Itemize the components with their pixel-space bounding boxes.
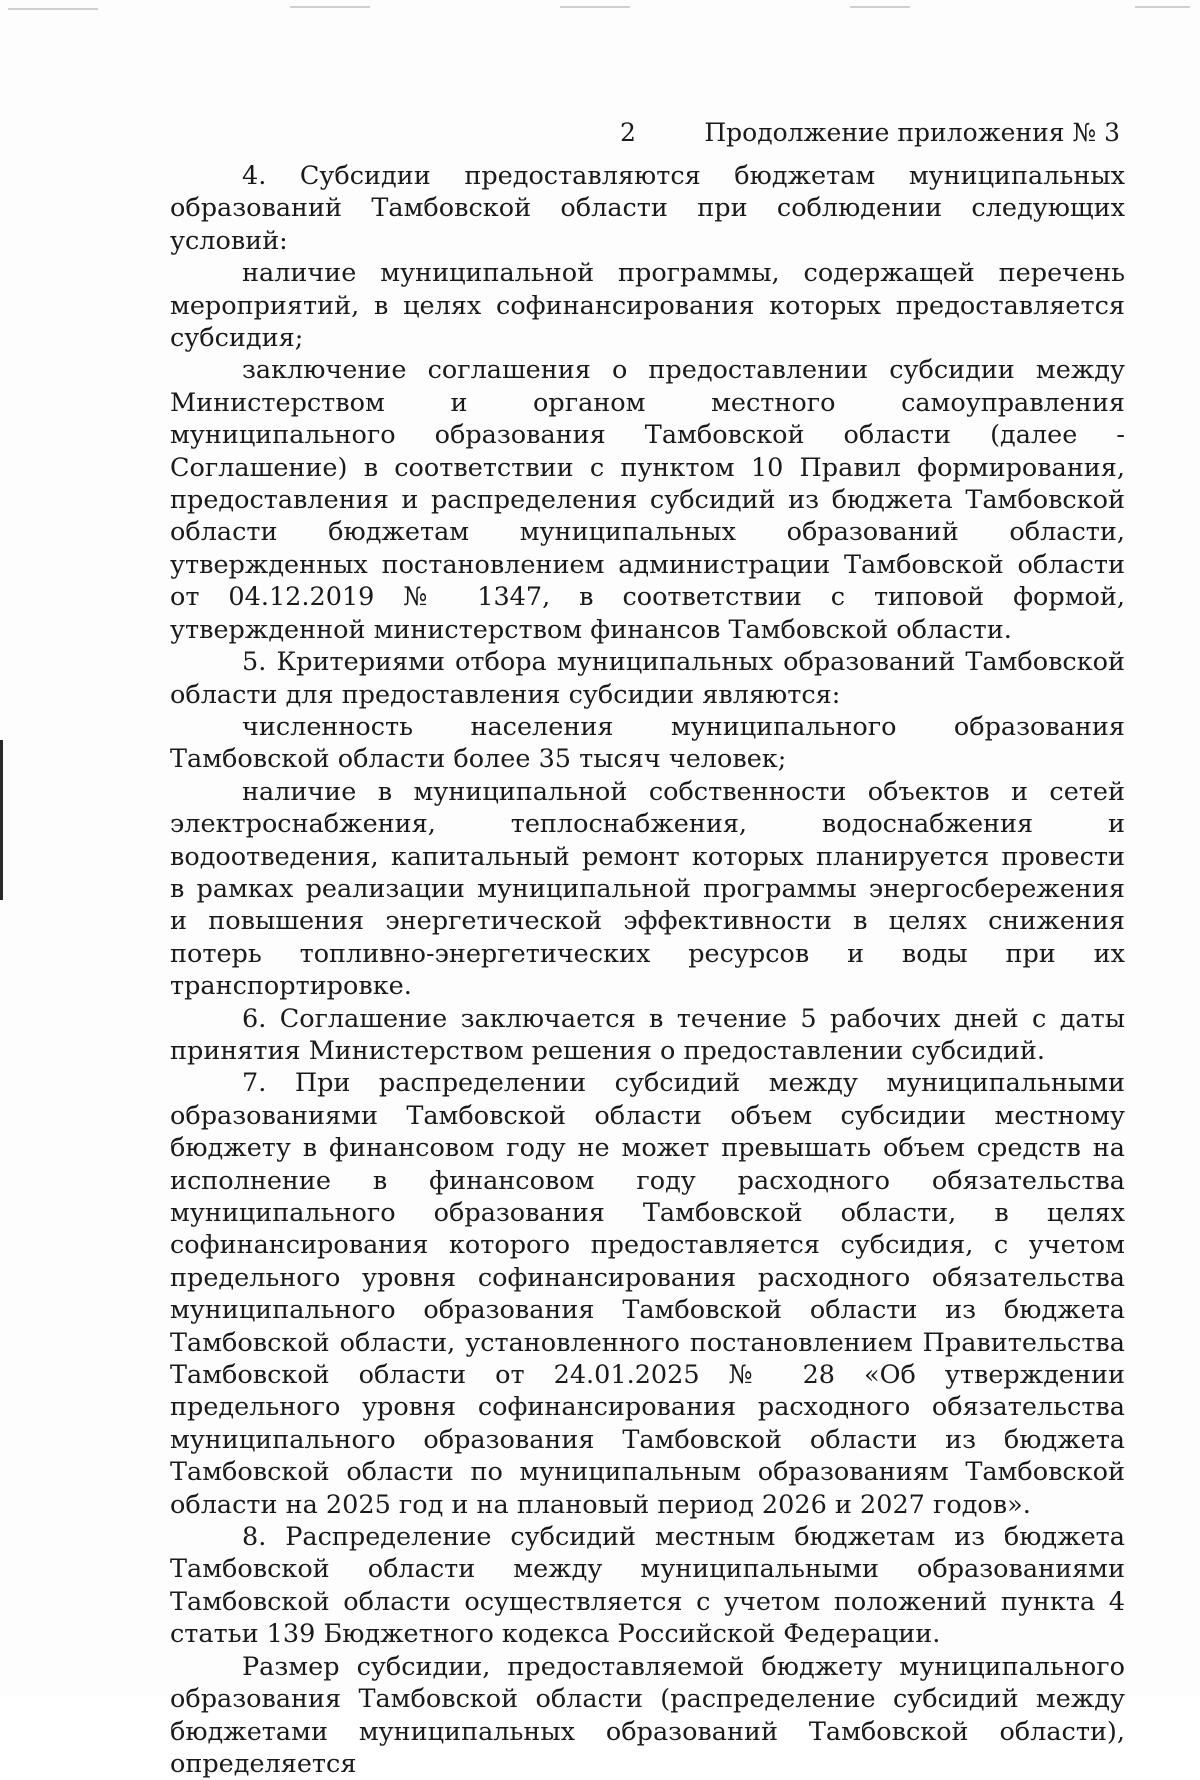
paragraph-6: 6. Соглашение заключается в течение 5 рабочих дней с даты принятия Министерством решения о предоставлении субсидий. [170, 1003, 1125, 1066]
header-title: Продолжение приложения № 3 [704, 118, 1120, 147]
document-body [170, 160, 1125, 1780]
paragraph-condition-agreement: заключение соглашения о предоставлении субсидии между Министерством и органом местного самоуправления муниципального образования Тамбовской области (далее - Соглашение) в соответствии с пунктом 10 Правил формирования, предоставления и распределения субсидий из бюджета Тамбовской области бюджетам муниципальных образований области, утвержденных постановлением администрации Тамбовской области от 04.12.2019 № 1347, в соответствии с типовой формой, утвержденной министерством финансов Тамбовской области. [170, 355, 1125, 645]
paragraph-criterion-property: наличие в муниципальной собственности объектов и сетей электроснабжения, теплоснабжения, водоснабжения и водоотведения, капитальный ремонт которых планируется провести в рамках реализации муниципальной программы энергосбережения и повышения энергетической эффективности в целях снижения потерь топливно-энергетических ресурсов и воды при их транспортировке. [170, 776, 1125, 1002]
scan-artifact [1135, 6, 1190, 8]
paragraph-5: 5. Критериями отбора муниципальных образований Тамбовской области для предоставления субсидии являются: [170, 647, 1125, 710]
paragraph-4: 4. Субсидии предоставляются бюджетам муниципальных образований Тамбовской области при соблюдении следующих условий: [170, 161, 1125, 256]
scan-artifact [290, 6, 370, 8]
page-header [170, 116, 1120, 150]
scan-artifact [850, 6, 910, 8]
paragraph-condition-program: наличие муниципальной программы, содержащей перечень мероприятий, в целях софинансирования которых предоставляется субсидия; [170, 258, 1125, 354]
scan-edge-mark [0, 740, 3, 900]
paragraph-subsidy-size: Размер субсидии, предоставляемой бюджету муниципального образования Тамбовской области (распределение субсидий между бюджетами муниципальных образований Тамбовской области), определяется [170, 1651, 1125, 1779]
paragraph-7: 7. При распределении субсидий между муниципальными образованиями Тамбовской области объем субсидии местному бюджету в финансовом году не может превышать объем средств на исполнение в финансовом году расходного обязательства муниципального образования Тамбовской области, в целях софинансирования которого предоставляется субсидия, с учетом предельного уровня софинансирования расходного обязательства муниципального образования Тамбовской области из бюджета Тамбовской области, установленного постановлением Правительства Тамбовской области от 24.01.2025 № 28 «Об утверждении предельного уровня софинансирования расходного обязательства муниципального образования Тамбовской области из бюджета Тамбовской области по муниципальным образованиям Тамбовской области на 2025 год и на плановый период 2026 и 2027 годов». [170, 1068, 1125, 1520]
scan-artifact [560, 6, 630, 8]
paragraph-criterion-population: численность населения муниципального образования Тамбовской области более 35 тысяч человек; [170, 711, 1125, 775]
paragraph-8: 8. Распределение субсидий местным бюджетам из бюджета Тамбовской области между муниципальными образованиями Тамбовской области осуществляется с учетом положений пункта 4 статьи 139 Бюджетного кодекса Российской Федерации. [170, 1522, 1125, 1650]
page-number: 2 [620, 118, 636, 147]
scan-artifact [8, 8, 98, 10]
